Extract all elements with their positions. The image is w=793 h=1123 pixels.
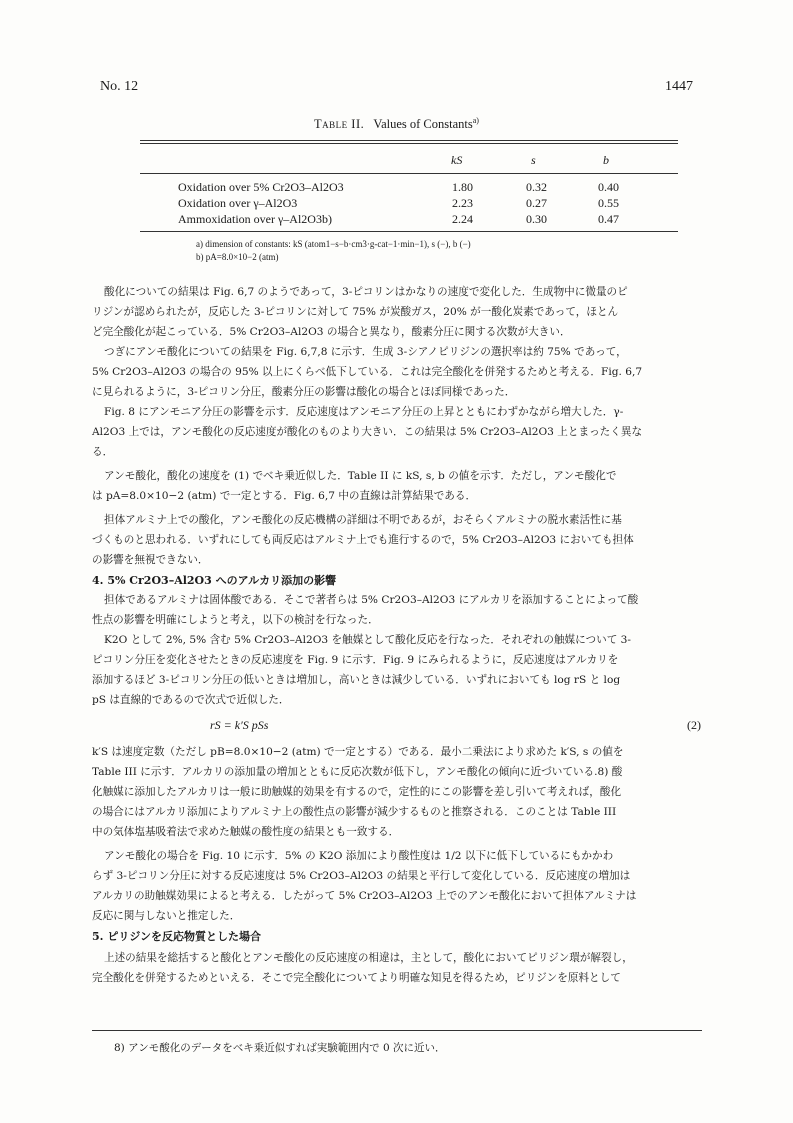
text-line: つぎにアンモ酸化についての結果を Fig. 6,7,8 に示す．生成 3-シアノピリジンの選択率は約 75% であって，: [104, 346, 627, 358]
cell-b: 0.55: [598, 196, 619, 210]
table-bottom-rule: [140, 231, 678, 232]
table-top-rule-2: [140, 143, 678, 144]
row-label: Ammoxidation over γ–Al2O3b): [178, 212, 332, 226]
col-header-s: s: [531, 153, 536, 167]
text-line: Al2O3 上では，アンモ酸化の反応速度が酸化のものより大きい．この結果は 5% Cr2O3–Al2O3 上とまったく異な: [92, 426, 643, 438]
text-line: ど完全酸化が起こっている．5% Cr2O3–Al2O3 の場合と異なり，酸素分圧に関する次数が大きい．: [92, 326, 571, 338]
text-line: は pA=8.0×10−2 (atm) で一定とする．Fig. 6,7 中の直線は計算結果である．: [92, 490, 477, 502]
text-line: アルカリの助触媒効果によると考える．したがって 5% Cr2O3–Al2O3 上でのアンモ酸化において担体アルミナは: [92, 890, 637, 902]
page-number: 1447: [665, 79, 693, 94]
cell-b: 0.47: [598, 212, 619, 226]
row-label: Oxidation over 5% Cr2O3–Al2O3: [178, 180, 344, 194]
table-caption-title: Values of Constants: [373, 117, 473, 132]
text-line: リジンが認められたが，反応した 3-ピコリンに対して 75% が炭酸ガス，20% が一酸化炭素であって，ほとん: [92, 306, 619, 318]
text-line: アンモ酸化，酸化の速度を (1) でベキ乗近似した．Table II に kS, s, b の値を示す．ただし，アンモ酸化で: [104, 470, 617, 482]
text-line: らず 3-ピコリン分圧に対する反応速度は 5% Cr2O3–Al2O3 の結果と平行して変化している．反応速度の増加は: [92, 870, 631, 882]
cell-s: 0.32: [526, 180, 547, 194]
text-line: K2O として 2%, 5% 含む 5% Cr2O3–Al2O3 を触媒として酸化反応を行なった．それぞれの触媒について 3-: [104, 634, 632, 646]
table-header-rule: [140, 173, 678, 174]
text-line: 酸化についての結果は Fig. 6,7 のようであって，3-ピコリンはかなりの速度で変化した．生成物中に微量のピ: [104, 286, 628, 298]
text-line: ピコリン分圧を変化させたときの反応速度を Fig. 9 に示す．Fig. 9 にみられるように，反応速度はアルカリを: [92, 654, 619, 666]
table-caption-mark: a): [472, 116, 479, 125]
text-line: 反応に関与しないと推定した．: [92, 910, 241, 922]
journal-issue: No. 12: [100, 79, 139, 94]
text-line: 上述の結果を総括すると酸化とアンモ酸化の反応速度の相違は，主として，酸化においてピリジン環が解裂し，: [104, 952, 633, 964]
text-line: の場合にはアルカリ添加によりアルミナ上の酸性点の影響が減少するものと推察される．このことは Table III: [92, 806, 617, 818]
text-line: る．: [92, 446, 114, 458]
text-line: アンモ酸化の場合を Fig. 10 に示す．5% の K2O 添加により酸性度は 1/2 以下に低下しているにもかかわ: [104, 850, 614, 862]
text-line: 完全酸化を併発するためといえる．そこで完全酸化についてより明確な知見を得るため，ピリジンを原料として: [92, 972, 621, 984]
cell-s: 0.27: [526, 196, 547, 210]
text-line: 性点の影響を明確にしようと考え，以下の検討を行なった．: [92, 614, 379, 626]
footnote: 8) アンモ酸化のデータをベキ乗近似すれば実験範囲内で 0 次に近い．: [114, 1042, 446, 1054]
row-label: Oxidation over γ–Al2O3: [178, 196, 298, 210]
section-heading-5: 5. ピリジンを反応物質とした場合: [92, 930, 262, 943]
cell-ks: 2.24: [452, 212, 473, 226]
table-caption: [0, 116, 793, 132]
text-line: 化触媒に添加したアルカリは一般に助触媒的効果を有するので，定性的にこの影響を差し引いて考えれば，酸化: [92, 786, 622, 798]
section-heading-4: 4. 5% Cr2O3–Al2O3 へのアルカリ添加の影響: [92, 574, 337, 587]
table-caption-prefix: Table II.: [314, 117, 365, 132]
cell-b: 0.40: [598, 180, 619, 194]
text-line: 添加するほど 3-ピコリン分圧の低いときは増加し，高いときは減少している．いずれにおいても log rS と log: [92, 674, 621, 686]
text-line: 5% Cr2O3–Al2O3 の場合の 95% 以上にくらべ低下している．これは完全酸化を併発するためと考える．Fig. 6,7: [92, 366, 643, 378]
table-note: a) dimension of constants: kS (atom1−s−b·cm3·g-cat−1·min−1), s (−), b (−): [196, 239, 471, 249]
table-note: b) pA=8.0×10−2 (atm): [196, 252, 279, 262]
text-line: 担体アルミナ上での酸化，アンモ酸化の反応機構の詳細は不明であるが，おそらくアルミナの脱水素活性に基: [104, 514, 622, 526]
table-top-rule: [140, 140, 678, 141]
text-line: pS は直線的であるので次式で近似した．: [92, 694, 290, 706]
cell-ks: 1.80: [452, 180, 473, 194]
text-line: づくものと思われる．いずれにしても両反応はアルミナ上でも進行するので，5% Cr2O3–Al2O3 においても担体: [92, 534, 634, 546]
equation-number: (2): [687, 718, 701, 732]
text-line: Fig. 8 にアンモニア分圧の影響を示す．反応速度はアンモニア分圧の上昇とともにわずかながら増大した．γ-: [104, 406, 624, 418]
equation-2: rS = k′S pSs: [210, 718, 269, 732]
cell-ks: 2.23: [452, 196, 473, 210]
text-line: に見られるように，3-ピコリン分圧，酸素分圧の影響は酸化の場合とほぼ同様であった．: [92, 386, 516, 398]
text-line: の影響を無視できない．: [92, 554, 209, 566]
text-line: k′S は速度定数（ただし pB=8.0×10−2 (atm) で一定とする）である．最小二乗法により求めた k′S, s の値を: [92, 746, 624, 758]
text-line: 担体であるアルミナは固体酸である．そこで著者らは 5% Cr2O3–Al2O3 にアルカリを添加することによって酸: [104, 594, 639, 606]
footnote-rule: [92, 1030, 702, 1031]
col-header-ks: kS: [451, 153, 463, 167]
col-header-b: b: [603, 153, 609, 167]
text-line: 中の気体塩基吸着法で求めた触媒の酸性度の結果とも一致する．: [92, 826, 400, 838]
cell-s: 0.30: [526, 212, 547, 226]
text-line: Table III に示す．アルカリの添加量の増加とともに反応次数が低下し，アンモ酸化の傾向に近づいている.8) 酸: [92, 766, 623, 778]
